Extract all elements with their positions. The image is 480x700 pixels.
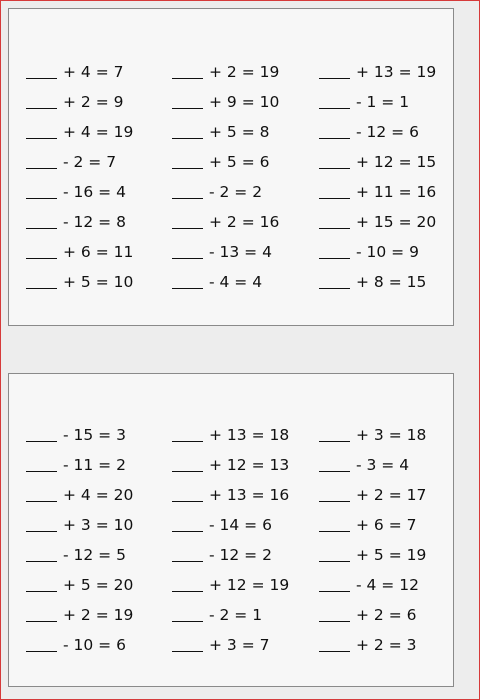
answer-blank[interactable] [26, 228, 57, 229]
exercise-row [172, 233, 312, 263]
equation-text: + 2 = 6 [356, 605, 417, 624]
exercise-row [26, 536, 166, 566]
equation-text: - 15 = 3 [63, 425, 126, 444]
answer-blank[interactable] [172, 561, 203, 562]
exercise-row [319, 596, 459, 626]
equation-text: - 1 = 1 [356, 92, 410, 111]
equation-text: - 12 = 2 [209, 545, 272, 564]
exercise-row [172, 506, 312, 536]
exercise-row [26, 263, 166, 293]
equation-text: + 3 = 10 [63, 515, 134, 534]
equation-text: - 2 = 7 [63, 152, 117, 171]
exercise-row [319, 626, 459, 656]
equation-text: + 4 = 19 [63, 122, 134, 141]
answer-blank[interactable] [26, 501, 57, 502]
equation-text: + 12 = 13 [209, 455, 290, 474]
answer-blank[interactable] [26, 561, 57, 562]
exercise-row [26, 566, 166, 596]
answer-blank[interactable] [319, 561, 350, 562]
equation-text: + 2 = 19 [63, 605, 134, 624]
exercise-row [26, 53, 166, 83]
equation-text: + 12 = 15 [356, 152, 437, 171]
exercise-row [319, 113, 459, 143]
equation-text: + 9 = 10 [209, 92, 280, 111]
exercise-row [319, 53, 459, 83]
answer-blank[interactable] [319, 108, 350, 109]
equation-text: + 2 = 16 [209, 212, 280, 231]
equation-text: + 5 = 8 [209, 122, 270, 141]
answer-blank[interactable] [172, 591, 203, 592]
answer-blank[interactable] [319, 531, 350, 532]
equation-text: - 16 = 4 [63, 182, 126, 201]
equation-text: + 5 = 10 [63, 272, 134, 291]
equation-text: + 3 = 18 [356, 425, 427, 444]
answer-blank[interactable] [172, 168, 203, 169]
answer-blank[interactable] [26, 288, 57, 289]
exercise-column [172, 53, 312, 293]
exercise-column [26, 53, 166, 293]
answer-blank[interactable] [319, 78, 350, 79]
exercise-row [26, 143, 166, 173]
answer-blank[interactable] [172, 651, 203, 652]
answer-blank[interactable] [319, 591, 350, 592]
equation-text: - 12 = 5 [63, 545, 126, 564]
exercise-row [172, 263, 312, 293]
answer-blank[interactable] [319, 621, 350, 622]
exercise-column [172, 416, 312, 656]
exercise-row [26, 233, 166, 263]
exercise-row [172, 476, 312, 506]
equation-text: - 10 = 6 [63, 635, 126, 654]
answer-blank[interactable] [319, 501, 350, 502]
answer-blank[interactable] [319, 258, 350, 259]
exercise-row [172, 596, 312, 626]
equation-text: + 2 = 19 [209, 62, 280, 81]
answer-blank[interactable] [26, 198, 57, 199]
answer-blank[interactable] [26, 108, 57, 109]
exercise-row [26, 173, 166, 203]
equation-text: - 13 = 4 [209, 242, 272, 261]
exercise-row [319, 233, 459, 263]
answer-blank[interactable] [26, 531, 57, 532]
answer-blank[interactable] [319, 471, 350, 472]
equation-text: + 13 = 19 [356, 62, 437, 81]
answer-blank[interactable] [172, 621, 203, 622]
equation-text: + 12 = 19 [209, 575, 290, 594]
exercise-row [319, 416, 459, 446]
exercise-row [26, 83, 166, 113]
exercise-column [26, 416, 166, 656]
equation-text: + 6 = 7 [356, 515, 417, 534]
answer-blank[interactable] [26, 168, 57, 169]
equation-text: + 13 = 16 [209, 485, 290, 504]
exercise-row [26, 416, 166, 446]
exercise-row [319, 506, 459, 536]
answer-blank[interactable] [26, 621, 57, 622]
equation-text: - 4 = 12 [356, 575, 419, 594]
answer-blank[interactable] [172, 471, 203, 472]
equation-text: - 2 = 2 [209, 182, 263, 201]
exercise-row [319, 476, 459, 506]
answer-blank[interactable] [172, 108, 203, 109]
exercise-row [172, 536, 312, 566]
equation-text: + 5 = 20 [63, 575, 134, 594]
exercise-row [172, 53, 312, 83]
equation-text: + 2 = 9 [63, 92, 124, 111]
answer-blank[interactable] [26, 591, 57, 592]
answer-blank[interactable] [319, 288, 350, 289]
answer-blank[interactable] [26, 441, 57, 442]
answer-blank[interactable] [26, 258, 57, 259]
equation-text: - 10 = 9 [356, 242, 419, 261]
exercise-column [319, 416, 459, 656]
exercise-row [172, 566, 312, 596]
answer-blank[interactable] [26, 471, 57, 472]
exercise-row [26, 476, 166, 506]
exercise-row [26, 596, 166, 626]
answer-blank[interactable] [172, 198, 203, 199]
equation-text: + 5 = 6 [209, 152, 270, 171]
exercise-row [319, 83, 459, 113]
answer-blank[interactable] [172, 501, 203, 502]
answer-blank[interactable] [172, 258, 203, 259]
exercise-row [26, 506, 166, 536]
answer-blank[interactable] [172, 228, 203, 229]
exercise-row [319, 566, 459, 596]
answer-blank[interactable] [26, 138, 57, 139]
answer-blank[interactable] [319, 138, 350, 139]
exercise-row [319, 536, 459, 566]
equation-text: + 5 = 19 [356, 545, 427, 564]
exercise-row [172, 173, 312, 203]
exercise-row [319, 203, 459, 233]
answer-blank[interactable] [319, 168, 350, 169]
exercise-row [26, 626, 166, 656]
answer-blank[interactable] [172, 138, 203, 139]
answer-blank[interactable] [26, 78, 57, 79]
exercise-row [319, 446, 459, 476]
answer-blank[interactable] [172, 78, 203, 79]
equation-text: + 3 = 7 [209, 635, 270, 654]
equation-text: - 2 = 1 [209, 605, 263, 624]
equation-text: - 14 = 6 [209, 515, 272, 534]
equation-text: - 3 = 4 [356, 455, 410, 474]
exercise-row [172, 203, 312, 233]
equation-text: + 8 = 15 [356, 272, 427, 291]
exercise-row [26, 113, 166, 143]
exercise-row [172, 83, 312, 113]
exercise-panel-1 [8, 8, 454, 326]
exercise-row [172, 143, 312, 173]
equation-text: + 13 = 18 [209, 425, 290, 444]
equation-text: + 2 = 17 [356, 485, 427, 504]
exercise-panel-2 [8, 373, 454, 687]
equation-text: + 2 = 3 [356, 635, 417, 654]
equation-text: - 12 = 6 [356, 122, 419, 141]
equation-text: - 12 = 8 [63, 212, 126, 231]
exercise-row [319, 263, 459, 293]
answer-blank[interactable] [319, 651, 350, 652]
equation-text: + 11 = 16 [356, 182, 437, 201]
exercise-column [319, 53, 459, 293]
equation-text: + 4 = 7 [63, 62, 124, 81]
exercise-row [319, 143, 459, 173]
answer-blank[interactable] [319, 441, 350, 442]
answer-blank[interactable] [319, 198, 350, 199]
answer-blank[interactable] [172, 441, 203, 442]
exercise-row [172, 446, 312, 476]
answer-blank[interactable] [26, 651, 57, 652]
answer-blank[interactable] [172, 288, 203, 289]
equation-text: - 4 = 4 [209, 272, 263, 291]
equation-text: + 4 = 20 [63, 485, 134, 504]
exercise-row [26, 203, 166, 233]
exercise-row [319, 173, 459, 203]
exercise-row [172, 416, 312, 446]
equation-text: - 11 = 2 [63, 455, 126, 474]
equation-text: + 15 = 20 [356, 212, 437, 231]
answer-blank[interactable] [172, 531, 203, 532]
equation-text: + 6 = 11 [63, 242, 134, 261]
exercise-row [26, 446, 166, 476]
exercise-row [172, 113, 312, 143]
exercise-row [172, 626, 312, 656]
answer-blank[interactable] [319, 228, 350, 229]
